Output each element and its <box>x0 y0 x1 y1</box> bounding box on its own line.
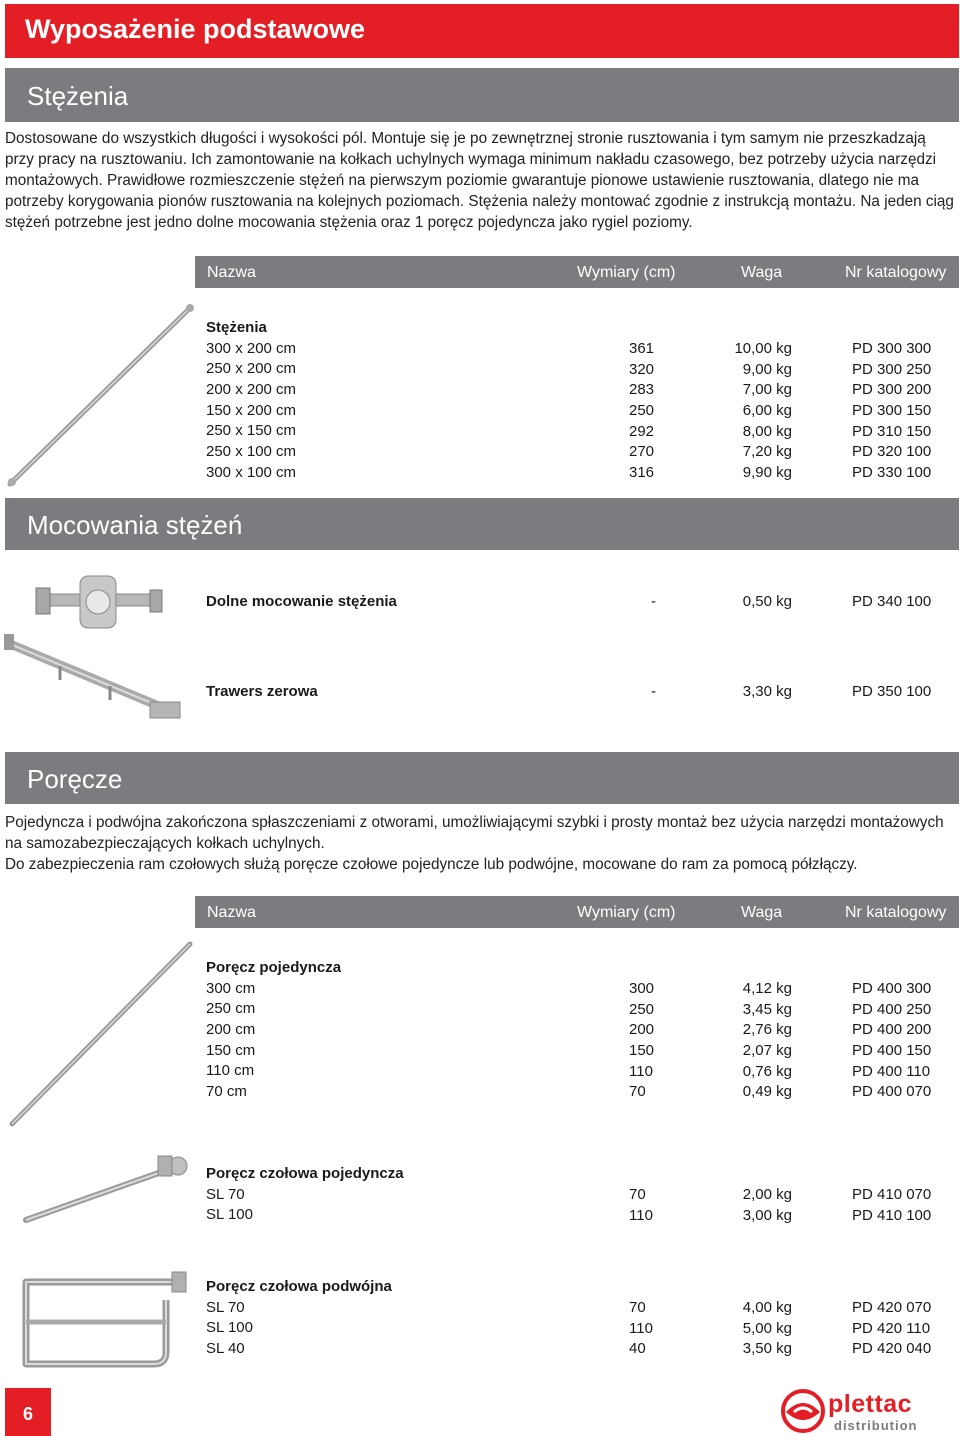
weight-cell: 2,07 kg <box>742 1042 792 1060</box>
page-number: 6 <box>23 1404 34 1424</box>
weight-cell: 0,49 kg <box>742 1083 792 1101</box>
dims-cell: 250 <box>629 402 655 420</box>
size-cell: 300 cm <box>206 979 256 997</box>
catalog-cell: PD 300 200 <box>852 381 932 399</box>
product-czolowa-podw-catalog <box>852 1298 931 1360</box>
size-cell: SL 70 <box>206 1185 245 1203</box>
size-cell: 110 cm <box>206 1062 255 1080</box>
catalog-cell: PD 420 040 <box>852 1340 932 1358</box>
size-cell: SL 40 <box>206 1340 245 1358</box>
dims-cell: 250 <box>629 1000 655 1018</box>
product-stezenia-sizes <box>206 318 296 484</box>
catalog-cell: PD 400 200 <box>852 1021 932 1039</box>
weight-cell: 3,50 kg <box>742 1340 792 1358</box>
section-title-porecze: Poręcze <box>27 764 123 794</box>
catalog-cell: PD 400 150 <box>852 1042 932 1060</box>
catalog-cell: PD 420 110 <box>852 1319 931 1337</box>
dims-cell: 316 <box>629 464 655 482</box>
weight-cell: 4,12 kg <box>742 980 792 997</box>
weight-cell: 9,00 kg <box>742 360 792 378</box>
product-czolowa-podw-dims <box>629 1298 653 1360</box>
weight-cell: 7,00 kg <box>742 381 792 399</box>
brand-logo <box>780 1388 960 1434</box>
end-guardrail-double-image <box>6 1264 196 1376</box>
dims-cell: 70 <box>629 1299 646 1316</box>
brand-logo-icon <box>780 1388 826 1434</box>
product-stezenia-weights <box>732 339 792 484</box>
transom-image <box>0 630 192 730</box>
col-catalog: Nr katalogowy <box>845 264 947 281</box>
catalog-cell: PD 400 070 <box>852 1083 932 1101</box>
product-czolowa-poj-sizes <box>206 1164 404 1226</box>
product-porecz-pojedyncza-sizes <box>206 958 341 1103</box>
size-cell: 150 cm <box>206 1041 256 1059</box>
product-porecz-pojedyncza-catalog <box>852 979 931 1103</box>
product-stezenia-title: Stężenia <box>206 319 267 336</box>
catalog-cell: PD 300 300 <box>852 340 932 357</box>
catalog-cell: PD 410 070 <box>852 1186 932 1203</box>
product-czolowa-poj-catalog <box>852 1185 931 1226</box>
dims-cell: 70 <box>629 1083 646 1101</box>
catalog-cell: PD 400 250 <box>852 1000 932 1018</box>
weight-cell: 7,20 kg <box>742 443 792 461</box>
weight-cell: 6,00 kg <box>742 402 792 420</box>
section-description-porecze-1: Pojedyncza i podwójna zakończona spłaszczeniami z otworami, umożliwiającymi szybki i prosty montaż bez użycia narzędzi montażowych na samozabezpieczających kołkach uchylnych. <box>5 814 944 852</box>
brand-name: plettac <box>828 1390 913 1418</box>
product-trawers-catalog: PD 350 100 <box>852 683 932 700</box>
weight-cell: 10,00 kg <box>734 340 792 357</box>
size-cell: 250 x 100 cm <box>206 443 297 461</box>
page-header-title: Wyposażenie podstawowe <box>25 14 366 44</box>
product-stezenia-catalog <box>852 339 931 484</box>
dims-cell: 200 <box>629 1021 655 1039</box>
col-weight: Waga <box>741 904 783 921</box>
dims-cell: 292 <box>629 422 655 440</box>
product-dolne-catalog: PD 340 100 <box>852 593 932 610</box>
size-cell: 300 x 100 cm <box>206 463 297 481</box>
catalog-cell: PD 310 150 <box>852 422 932 440</box>
catalog-cell: PD 300 150 <box>852 402 932 420</box>
section-bar-porecze <box>5 752 959 804</box>
weight-cell: 9,90 kg <box>742 464 792 482</box>
product-dolne-weight: 0,50 kg <box>742 593 792 610</box>
weight-cell: 0,76 kg <box>742 1062 792 1080</box>
brand-subtitle: distribution <box>834 1418 918 1433</box>
table-header <box>195 896 959 928</box>
size-cell: 200 x 200 cm <box>206 381 297 399</box>
col-dims: Wymiary (cm) <box>577 904 676 921</box>
size-cell: SL 100 <box>206 1206 253 1224</box>
catalog-cell: PD 410 100 <box>852 1206 932 1224</box>
dims-cell: 320 <box>629 360 655 378</box>
product-porecz-pojedyncza-title: Poręcz pojedyncza <box>206 959 342 976</box>
dims-cell: 270 <box>629 443 655 461</box>
product-dolne-dims: - <box>651 593 656 610</box>
catalog-cell: PD 400 300 <box>852 980 932 997</box>
product-trawers-weight: 3,30 kg <box>742 683 792 700</box>
section-description-stezenia: Dostosowane do wszystkich długości i wysokości pól. Montuje się je po zewnętrznej stronie rusztowania i tym samym nie przeszkadzają przy pracy na rusztowaniu. Ich zamontowanie na kołkach uchylnych wymaga minimum nakładu czasowego, bez potrzeby użycia narzędzi montażowych. Prawidłowe rozmieszczenie stężeń na pierwszym poziomie gwarantuje pionowe ustawienie rusztowania, dlatego nie ma potrzeby korygowania pionów rusztowania na kolejnych poziomach. Stężenia należy montować zgodnie z instrukcją montażu. Na jeden ciąg stężeń potrzebne jest jedno dolne mocowania stężenia oraz 1 poręcz pojedyncza jako rygiel poziomy. <box>5 130 954 231</box>
weight-cell: 3,00 kg <box>742 1206 792 1224</box>
col-name: Nazwa <box>207 904 256 921</box>
section-bar-stezenia <box>5 68 959 122</box>
page-header-banner <box>5 4 959 58</box>
brace-image <box>0 298 200 498</box>
guardrail-image <box>0 936 200 1136</box>
catalog-cell: PD 420 070 <box>852 1299 932 1316</box>
size-cell: 250 x 150 cm <box>206 422 297 440</box>
product-porecz-pojedyncza-dims <box>629 979 654 1103</box>
product-czolowa-podw-sizes <box>206 1277 392 1360</box>
product-stezenia-dims <box>629 339 654 484</box>
dims-cell: 110 <box>629 1319 653 1337</box>
section-title-stezenia: Stężenia <box>27 81 129 111</box>
size-cell: 150 x 200 cm <box>206 401 297 419</box>
catalog-cell: PD 320 100 <box>852 443 932 461</box>
product-trawers-dims: - <box>651 683 656 700</box>
section-description-porecze-2: Do zabezpieczenia ram czołowych służą poręcze czołowe pojedyncze lub podwójne, mocowane do ram za pomocą półzłączy. <box>5 856 858 873</box>
col-catalog: Nr katalogowy <box>845 904 947 921</box>
catalog-cell: PD 300 250 <box>852 360 932 378</box>
product-trawers-title: Trawers zerowa <box>206 683 318 700</box>
size-cell: 70 cm <box>206 1083 247 1101</box>
weight-cell: 5,00 kg <box>742 1319 792 1337</box>
weight-cell: 8,00 kg <box>742 422 792 440</box>
dims-cell: 150 <box>629 1042 655 1060</box>
product-czolowa-poj-dims <box>629 1185 653 1226</box>
product-czolowa-podw-weights <box>732 1298 792 1360</box>
catalog-cell: PD 330 100 <box>852 464 932 482</box>
col-name: Nazwa <box>207 264 256 281</box>
dims-cell: 300 <box>629 980 655 997</box>
product-czolowa-poj-title: Poręcz czołowa pojedyncza <box>206 1165 404 1182</box>
size-cell: 300 x 200 cm <box>206 339 297 357</box>
size-cell: 200 cm <box>206 1021 256 1039</box>
dims-cell: 110 <box>629 1206 653 1224</box>
size-cell: SL 100 <box>206 1319 253 1337</box>
product-czolowa-podw-title: Poręcz czołowa podwójna <box>206 1278 392 1295</box>
weight-cell: 4,00 kg <box>742 1299 792 1316</box>
catalog-cell: PD 400 110 <box>852 1062 931 1080</box>
section-title-mocowania: Mocowania stężeń <box>27 510 243 540</box>
dims-cell: 70 <box>629 1186 646 1203</box>
weight-cell: 3,45 kg <box>742 1000 792 1018</box>
dims-cell: 110 <box>629 1062 653 1080</box>
col-dims: Wymiary (cm) <box>577 264 676 281</box>
dims-cell: 361 <box>629 340 655 357</box>
product-dolne-title: Dolne mocowanie stężenia <box>206 593 397 610</box>
product-porecz-pojedyncza-weights <box>732 979 792 1103</box>
size-cell: 250 x 200 cm <box>206 360 297 378</box>
dims-cell: 283 <box>629 381 655 399</box>
end-guardrail-single-image <box>8 1150 198 1234</box>
section-bar-mocowania <box>5 498 959 550</box>
weight-cell: 2,76 kg <box>742 1021 792 1039</box>
size-cell: 250 cm <box>206 1000 256 1018</box>
dims-cell: 40 <box>629 1340 646 1358</box>
product-czolowa-poj-weights <box>732 1185 792 1226</box>
page-number-badge <box>5 1388 51 1436</box>
size-cell: SL 70 <box>206 1298 245 1316</box>
weight-cell: 2,00 kg <box>742 1186 792 1203</box>
table-header <box>195 256 959 288</box>
col-weight: Waga <box>741 264 783 281</box>
